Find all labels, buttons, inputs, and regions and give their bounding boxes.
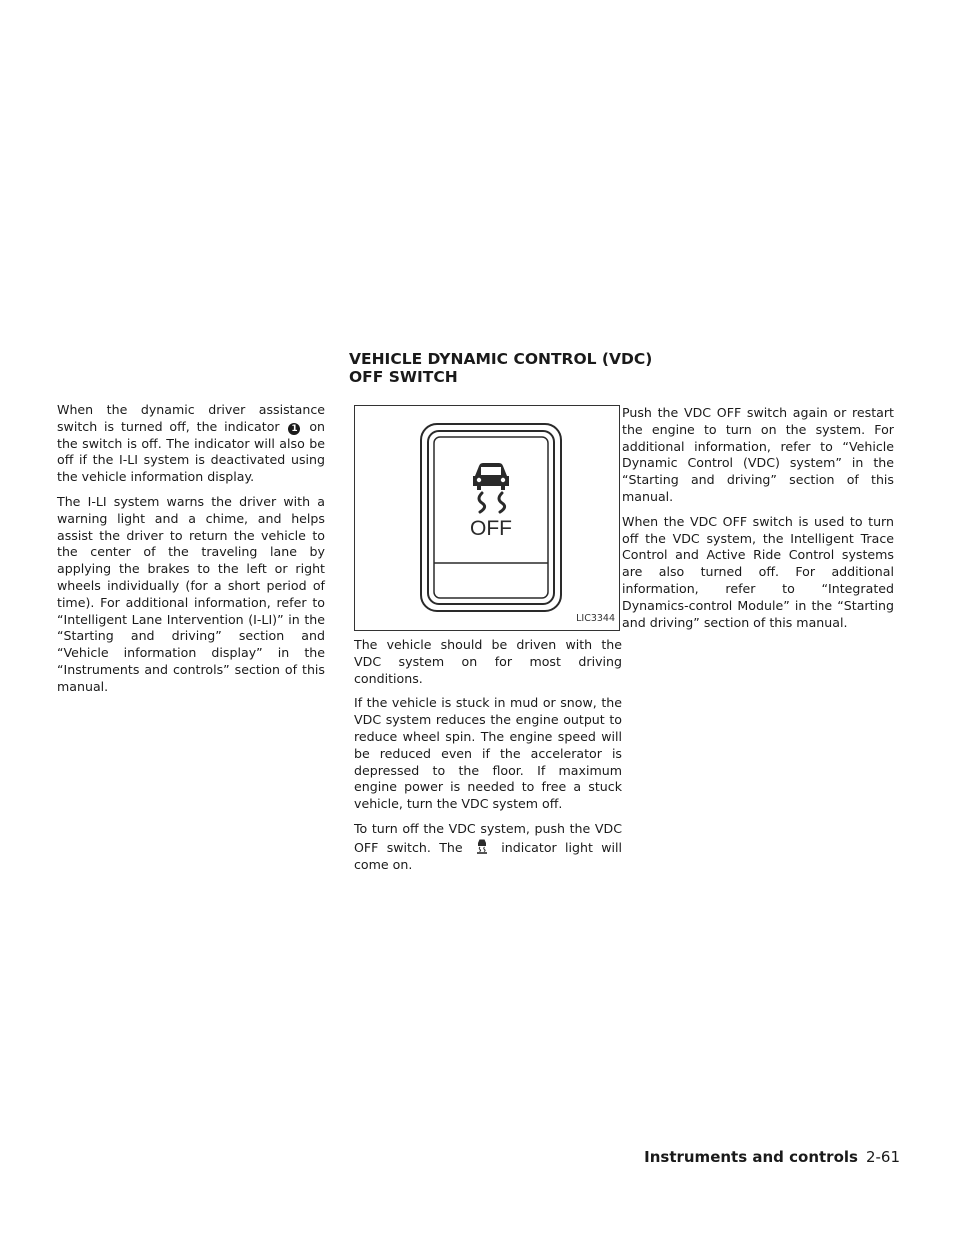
text-span: When the dynamic driver assistance switch is turned off, the indicator	[57, 402, 325, 434]
page-footer	[644, 1148, 900, 1166]
text-span: To turn off the VDC system, push the VDC OFF switch. The	[354, 820, 622, 855]
paragraph: If the vehicle is stuck in mud or snow, the VDC system reduces the engine output to reduce wheel spin. The engine speed will be reduced even if the accelerator is depressed to the floor. If maximum engine power is needed to free a stuck vehicle, turn the VDC system off.	[354, 695, 622, 812]
text-span: indicator light will come on.	[354, 839, 623, 872]
column-left	[57, 402, 325, 704]
paragraph: Push the VDC OFF switch again or restart the engine to turn on the system. For additional information, refer to “Vehicle Dynamic Control (VDC) system” in the “Starting and driving” section of this manual.	[622, 405, 894, 504]
footer-section-name: Instruments and controls	[644, 1148, 858, 1166]
vdc-switch-figure	[354, 405, 620, 631]
paragraph	[354, 821, 622, 873]
paragraph: The vehicle should be driven with the VDC system on for most driving conditions.	[354, 637, 622, 686]
paragraph: When the VDC OFF switch is used to turn off the VDC system, the Intelligent Trace Control and Active Ride Control systems are also turned off. For additional information, refer to “Integrated Dynamics-control Module” in the “Starting and driving” section of this manual.	[622, 513, 894, 630]
heading-line-1: VEHICLE DYNAMIC CONTROL (VDC)	[349, 350, 653, 368]
paragraph: The I-LI system warns the driver with a warning light and a chime, and helps assist the driver to return the vehicle to the center of the traveling lane by applying the brakes to the left or right wheels individually (for a short period of time). For additional information, refer to “Intelligent Lane Intervention (I-LI)” in the “Starting and driving” section and “Vehicle information display” in the “Instruments and controls” section of this manual.	[57, 493, 325, 694]
heading-line-2: OFF SWITCH	[349, 368, 458, 386]
column-right	[622, 405, 894, 639]
section-heading	[349, 350, 652, 386]
vdc-off-indicator-icon	[473, 838, 491, 854]
text-span: on the switch is off. The indicator will also be off if the I-LI system is deactivated using the vehicle information display.	[57, 418, 325, 485]
column-middle	[354, 405, 622, 881]
callout-number-icon: 1	[288, 423, 300, 435]
paragraph	[57, 402, 325, 486]
vdc-off-switch-icon	[355, 406, 619, 630]
figure-code: LIC3344	[576, 613, 615, 625]
switch-label: OFF	[470, 517, 512, 540]
page-number: 2-61	[865, 1148, 900, 1166]
